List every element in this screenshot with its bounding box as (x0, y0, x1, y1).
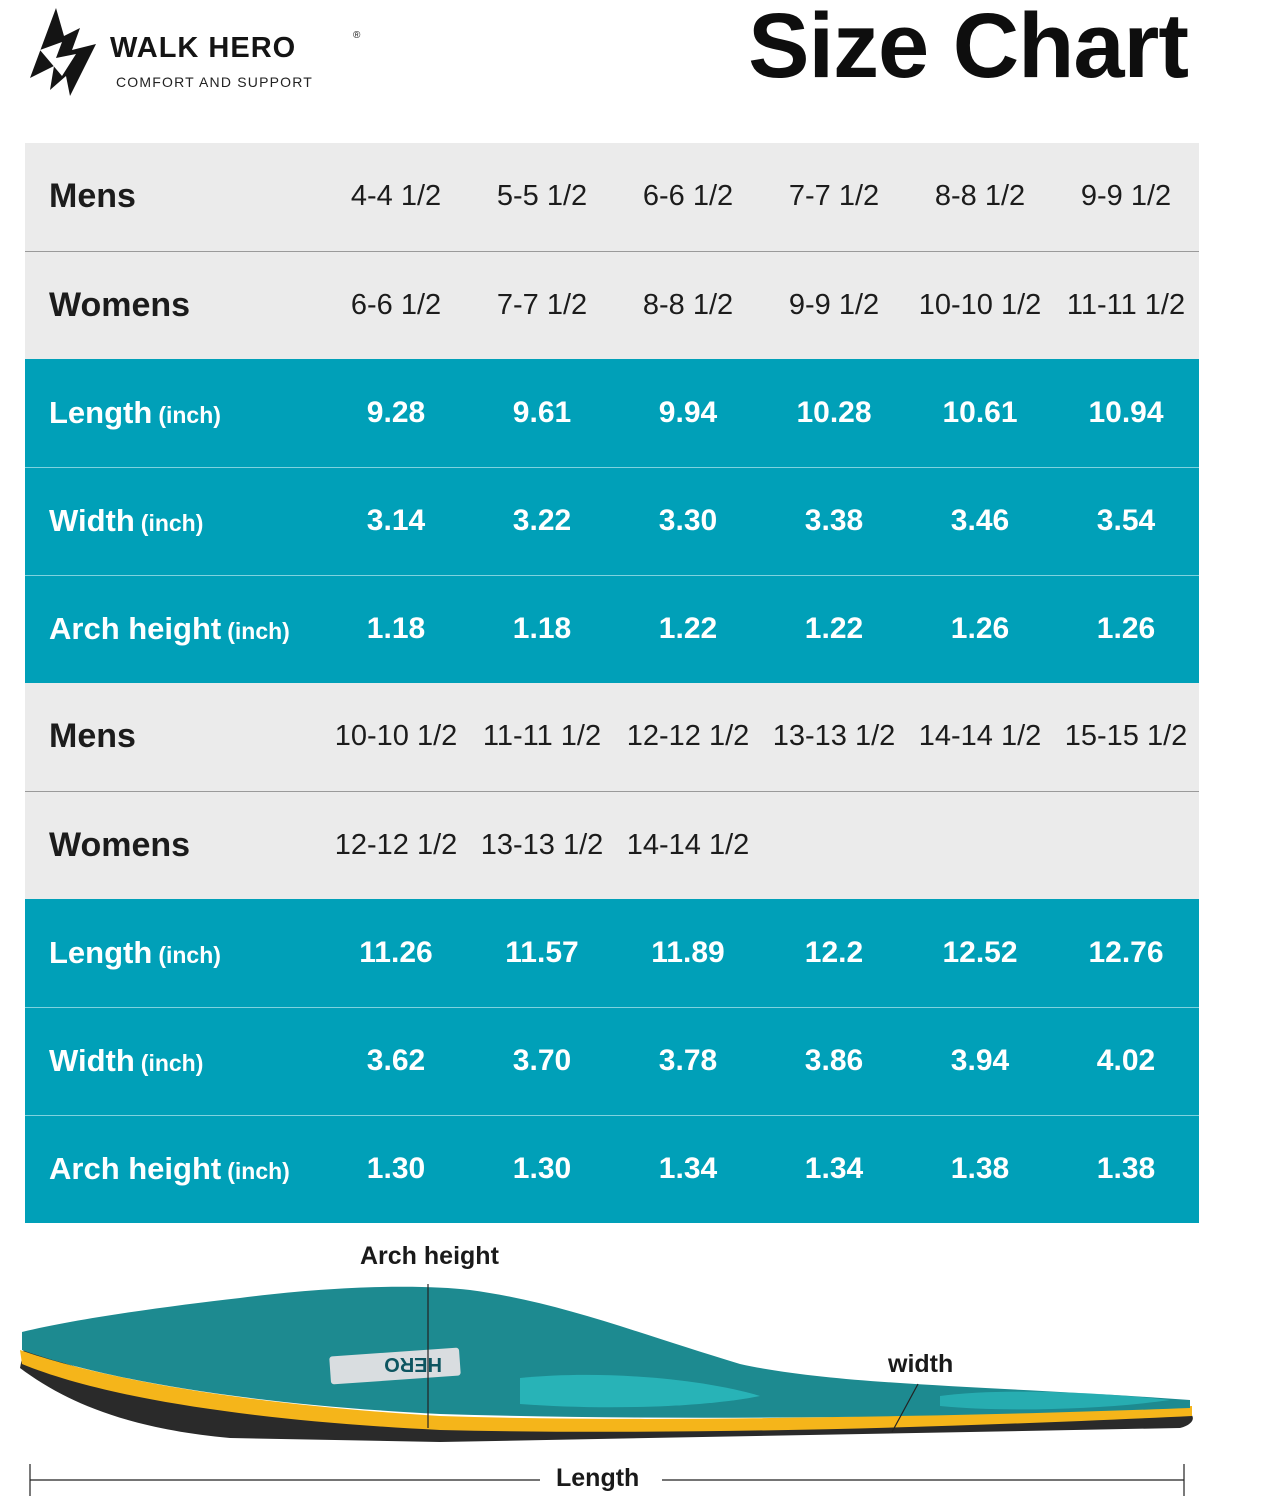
table-cell: 11.26 (323, 899, 469, 1007)
table-cell: 10-10 1/2 (323, 683, 469, 791)
row-unit: (inch) (227, 1158, 290, 1185)
table-cell: 12-12 1/2 (615, 683, 761, 791)
table-cell: 10.61 (907, 359, 1053, 467)
row-label (25, 899, 323, 1007)
table-cell: 9-9 1/2 (761, 251, 907, 359)
width-label: width (882, 1350, 959, 1379)
table-cell: 11-11 1/2 (469, 683, 615, 791)
table-cell: 3.54 (1053, 467, 1199, 575)
insole-print-text: HERO (384, 1353, 442, 1375)
brand-name: WALK HERO (110, 32, 297, 64)
row-label-text: Arch height (49, 611, 222, 647)
table-cell: 3.86 (761, 1007, 907, 1115)
table-row (25, 359, 1199, 467)
table-cell: 8-8 1/2 (615, 251, 761, 359)
table-cell: 1.26 (1053, 575, 1199, 683)
table-cell: 3.70 (469, 1007, 615, 1115)
row-label (25, 575, 323, 683)
table-cell: 3.22 (469, 467, 615, 575)
row-label (25, 1007, 323, 1115)
table-cell: 3.62 (323, 1007, 469, 1115)
row-unit: (inch) (140, 510, 204, 536)
table-cell: 9-9 1/2 (1053, 143, 1199, 251)
table-cell: 1.18 (323, 575, 469, 683)
table-cell: 7-7 1/2 (469, 251, 615, 359)
arch-height-label: Arch height (354, 1242, 505, 1271)
row-label (25, 1115, 323, 1223)
table-cell: 14-14 1/2 (907, 683, 1053, 791)
row-label (25, 683, 323, 791)
brand-tagline: COMFORT AND SUPPORT (116, 74, 314, 90)
table-cell: 14-14 1/2 (615, 791, 761, 899)
registered-mark: ® (353, 30, 361, 41)
table-cell: 12.2 (761, 899, 907, 1007)
table-cell: 1.30 (469, 1115, 615, 1223)
table-cell: 3.30 (615, 467, 761, 575)
table-row (25, 1115, 1199, 1223)
walk-hero-logo-icon (26, 6, 110, 102)
table-cell: 12-12 1/2 (323, 791, 469, 899)
table-row (25, 251, 1199, 359)
table-cell (907, 791, 1053, 899)
row-label (25, 791, 323, 899)
table-row (25, 899, 1199, 1007)
table-cell: 3.46 (907, 467, 1053, 575)
table-cell: 1.38 (907, 1115, 1053, 1223)
row-unit: (inch) (158, 941, 221, 968)
table-cell: 10-10 1/2 (907, 251, 1053, 359)
table-cell: 3.78 (615, 1007, 761, 1115)
table-cell: 9.28 (323, 359, 469, 467)
row-unit: (inch) (227, 618, 290, 645)
table-cell: 13-13 1/2 (469, 791, 615, 899)
row-label-text: Womens (49, 285, 191, 324)
table-cell (1053, 791, 1199, 899)
table-cell: 6-6 1/2 (323, 251, 469, 359)
row-label-text: Arch height (49, 1151, 222, 1187)
table-cell: 12.76 (1053, 899, 1199, 1007)
table-cell: 1.34 (761, 1115, 907, 1223)
row-label-text: Mens (49, 717, 136, 756)
table-cell: 1.38 (1053, 1115, 1199, 1223)
row-label-text: Length (49, 394, 153, 430)
table-cell: 1.26 (907, 575, 1053, 683)
table-cell: 1.18 (469, 575, 615, 683)
row-label (25, 143, 323, 251)
table-cell: 10.28 (761, 359, 907, 467)
size-chart-table (25, 143, 1199, 1223)
row-label (25, 359, 323, 467)
table-cell: 12.52 (907, 899, 1053, 1007)
table-row (25, 791, 1199, 899)
row-label-text: Width (49, 503, 135, 538)
table-cell: 3.14 (323, 467, 469, 575)
table-cell: 4.02 (1053, 1007, 1199, 1115)
table-cell: 1.30 (323, 1115, 469, 1223)
table-cell (761, 791, 907, 899)
table-cell: 6-6 1/2 (615, 143, 761, 251)
row-label-text: Womens (49, 825, 191, 864)
table-cell: 13-13 1/2 (761, 683, 907, 791)
table-cell: 4-4 1/2 (323, 143, 469, 251)
table-row (25, 467, 1199, 575)
table-row (25, 143, 1199, 251)
table-row (25, 1007, 1199, 1115)
row-label (25, 251, 323, 359)
row-unit: (inch) (158, 401, 221, 428)
table-cell: 1.34 (615, 1115, 761, 1223)
table-cell: 9.61 (469, 359, 615, 467)
row-label-text: Width (49, 1043, 135, 1078)
table-cell: 3.38 (761, 467, 907, 575)
table-cell: 10.94 (1053, 359, 1199, 467)
table-row (25, 575, 1199, 683)
table-cell: 11-11 1/2 (1053, 251, 1199, 359)
table-cell: 5-5 1/2 (469, 143, 615, 251)
table-cell: 8-8 1/2 (907, 143, 1053, 251)
length-label: Length (550, 1464, 645, 1493)
table-cell: 15-15 1/2 (1053, 683, 1199, 791)
table-cell: 3.94 (907, 1007, 1053, 1115)
table-cell: 1.22 (761, 575, 907, 683)
row-label (25, 467, 323, 575)
table-cell: 11.89 (615, 899, 761, 1007)
table-cell: 1.22 (615, 575, 761, 683)
table-cell: 7-7 1/2 (761, 143, 907, 251)
table-cell: 9.94 (615, 359, 761, 467)
row-unit: (inch) (140, 1050, 204, 1076)
row-label-text: Length (49, 934, 153, 970)
size-chart-body (25, 143, 1199, 1223)
table-cell: 11.57 (469, 899, 615, 1007)
insole-diagram (0, 1228, 1272, 1500)
table-row (25, 683, 1199, 791)
insole-illustration (0, 1228, 1272, 1500)
brand-logo (26, 6, 386, 102)
row-label-text: Mens (49, 177, 136, 216)
page-title: Size Chart (748, 0, 1188, 97)
